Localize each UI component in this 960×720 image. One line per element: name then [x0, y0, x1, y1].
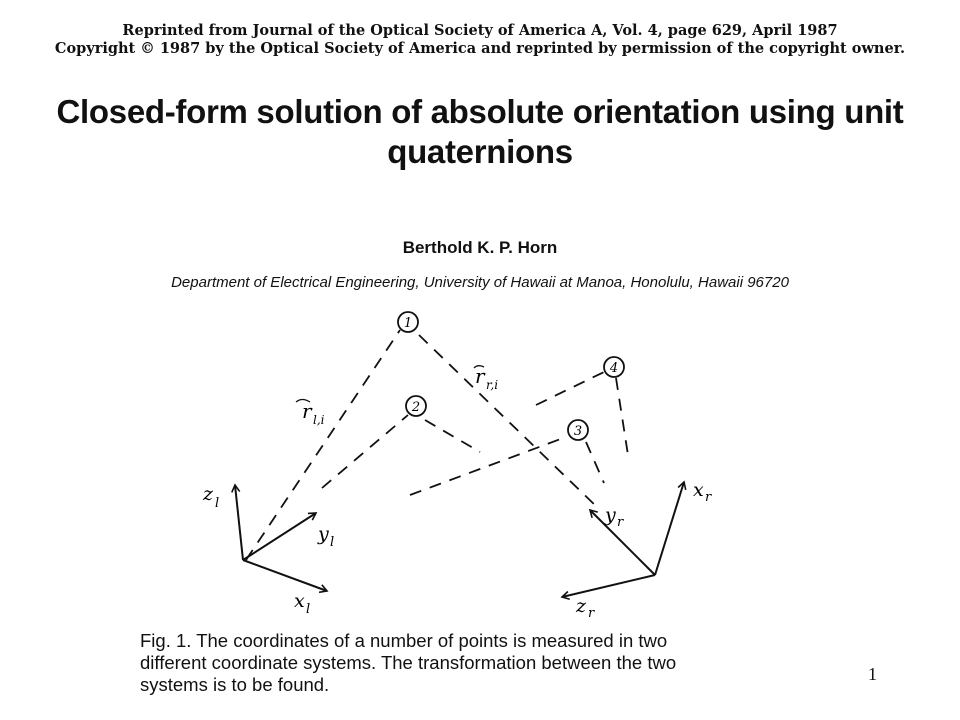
ray-right-to-point-3	[586, 442, 604, 483]
reprint-line-1: Reprinted from Journal of the Optical Society of America A, Vol. 4, page 629, April 1987	[122, 22, 838, 39]
left-axis-labels	[202, 483, 334, 617]
left-y-axis	[243, 513, 316, 560]
right-x-label: x	[693, 479, 704, 501]
title-line-2: quaternions	[387, 133, 573, 170]
right-y-sub: r	[617, 515, 624, 530]
left-coordinate-frame	[235, 485, 327, 591]
vector-left-label	[296, 399, 325, 427]
right-z-label: z	[576, 595, 587, 617]
caption-line-1: Fig. 1. The coordinates of a number of points is measured in two	[140, 630, 668, 651]
point-3-label: 3	[573, 424, 583, 439]
left-z-sub: l	[215, 496, 220, 511]
title-line-1: Closed-form solution of absolute orientation using unit	[56, 93, 904, 130]
right-z-axis	[562, 575, 655, 597]
author-name: Berthold K. P. Horn	[402, 238, 558, 257]
point-2-label: 2	[411, 400, 421, 415]
caption-line-3: systems is to be found.	[140, 674, 330, 695]
reprint-notice	[0, 22, 960, 58]
coordinate-systems-figure	[0, 300, 960, 630]
page-number: 1	[868, 664, 877, 684]
left-y-sub: l	[330, 535, 335, 550]
left-x-sub: l	[306, 602, 311, 617]
copyright-line: Copyright © 1987 by the Optical Society of America and reprinted by permission of the copyright owner.	[54, 40, 906, 57]
ray-left-to-point-4	[536, 372, 604, 405]
right-coordinate-frame	[562, 482, 684, 597]
point-3	[568, 420, 588, 440]
vector-left-symbol: r	[302, 399, 312, 423]
left-x-label: x	[294, 590, 305, 612]
right-x-axis	[655, 482, 684, 575]
point-2	[406, 396, 426, 416]
point-4-label: 4	[609, 361, 619, 376]
right-x-sub: r	[705, 490, 712, 505]
paper-title	[0, 92, 960, 172]
ray-left-to-point-3	[410, 437, 566, 495]
ray-right-to-point-2	[425, 420, 480, 452]
author-affiliation: Department of Electrical Engineering, University of Hawaii at Manoa, Honolulu, Hawaii 96720	[171, 274, 789, 291]
caption-line-2: different coordinate systems. The transformation between the two	[140, 652, 677, 673]
left-z-axis	[235, 485, 243, 560]
right-y-label: y	[605, 504, 616, 526]
vector-right-symbol: r	[475, 364, 485, 388]
vector-right-subscript: r,i	[486, 378, 499, 392]
point-1-label: 1	[403, 316, 413, 331]
right-z-sub: r	[588, 606, 595, 621]
ray-right-to-point-4	[616, 378, 628, 455]
ray-left-to-point-2	[322, 415, 408, 488]
figure-caption	[140, 630, 830, 696]
vector-right-label	[474, 364, 498, 392]
left-x-axis	[243, 560, 327, 591]
vector-left-subscript: l,i	[313, 413, 325, 427]
point-4	[604, 357, 624, 377]
right-axis-labels	[575, 479, 712, 621]
ray-right-to-point-1	[419, 335, 598, 508]
point-1	[398, 312, 418, 332]
left-z-label: z	[203, 483, 214, 505]
left-y-label: y	[318, 523, 329, 545]
